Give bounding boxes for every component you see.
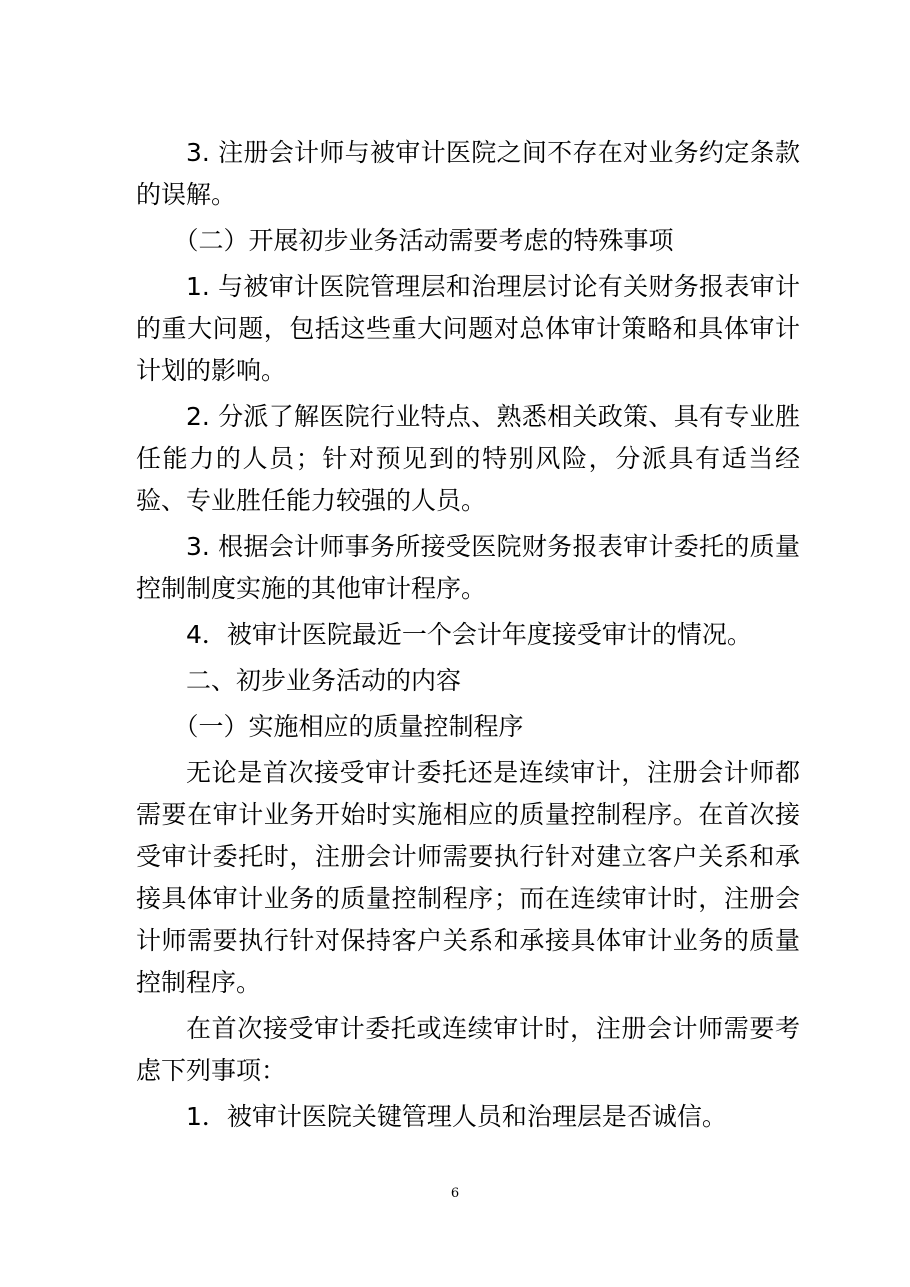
document-body: [136, 132, 800, 1142]
paragraph-item-3-procedures: 3. 根据会计师事务所接受医院财务报表审计委托的质量控制制度实施的其他审计程序。: [136, 532, 800, 603]
section-heading-contents: 二、初步业务活动的内容: [186, 666, 462, 695]
paragraph-item-1: 1. 与被审计医院管理层和治理层讨论有关财务报表审计的重大问题，包括这些重大问题对总体审计策略和具体审计计划的影响。: [136, 272, 800, 385]
paragraph-item-integrity: 1．被审计医院关键管理人员和治理层是否诚信。: [186, 1102, 727, 1131]
paragraph-considerations: 在首次接受审计委托或连续审计时，注册会计师需要考虑下列事项：: [136, 1014, 800, 1085]
paragraph-quality-control: 无论是首次接受审计委托还是连续审计，注册会计师都需要在审计业务开始时实施相应的质量控制程序。在首次接受审计委托时，注册会计师需要执行针对建立客户关系和承接具体审计业务的质量控制程序；而在连续审计时，注册会计师需要执行针对保持客户关系和承接具体审计业务的质量控制程序。: [136, 758, 800, 997]
paragraph-item-3: 3. 注册会计师与被审计医院之间不存在对业务约定条款的误解。: [136, 138, 800, 209]
subsection-heading-quality-control: （一）实施相应的质量控制程序: [173, 712, 524, 741]
paragraph-item-2: 2. 分派了解医院行业特点、熟悉相关政策、具有专业胜任能力的人员；针对预见到的特别风险，分派具有适当经验、专业胜任能力较强的人员。: [136, 402, 800, 515]
page-number: 6: [450, 1186, 460, 1201]
paragraph-item-4: 4．被审计医院最近一个会计年度接受审计的情况。: [186, 620, 752, 649]
section-heading-special-matters: （二）开展初步业务活动需要考虑的特殊事项: [173, 226, 674, 255]
